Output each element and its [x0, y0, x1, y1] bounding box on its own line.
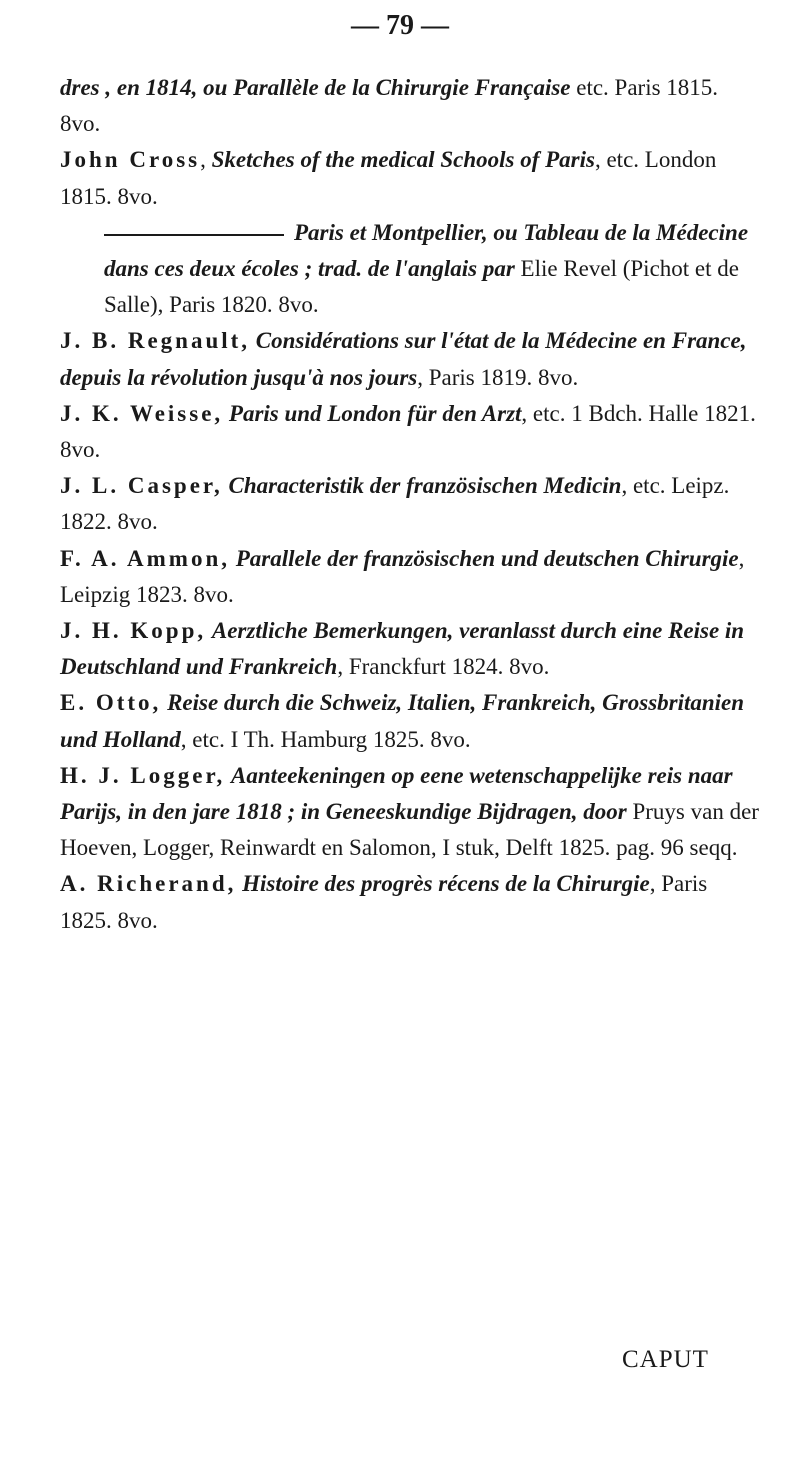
ditto-rule: [104, 234, 284, 236]
entry-details: , Paris 1825. 8vo.: [60, 871, 708, 933]
bib-entry: [60, 468, 760, 540]
entry-author: J. B. Regnault,: [60, 328, 251, 354]
bib-entry: [60, 323, 760, 395]
entry-details: , Paris 1819. 8vo.: [417, 364, 579, 390]
entry-details: , etc. I Th. Hamburg 1825. 8vo.: [180, 726, 471, 752]
entry-author: J. L. Casper,: [60, 473, 223, 499]
page-number: — 79 —: [351, 10, 449, 41]
bib-entry: [60, 613, 760, 685]
bib-entry: [60, 541, 760, 613]
entry-title: Parallele der französischen und deutschen Chirurgie: [235, 545, 739, 571]
entry-details: , Leipzig 1823. 8vo.: [60, 545, 745, 607]
entry-details: , etc. 1 Bdch. Halle 1821. 8vo.: [60, 400, 756, 463]
entry-author: E. Otto,: [60, 690, 162, 716]
entry-details: , Franckfurt 1824. 8vo.: [337, 654, 550, 680]
entry-author: John Cross: [60, 147, 201, 173]
entry-title: Reise durch die Schweiz, Italien, Frankreich, Grossbritanien und Holland: [60, 690, 745, 752]
entry-title: Paris et Montpellier, ou Tableau de la Médecine dans ces deux écoles ; trad. de l'anglais par: [104, 219, 749, 282]
entry-author: J. K. Weisse,: [60, 400, 224, 426]
entry-title: Characteristik der französischen Medicin: [228, 473, 622, 499]
catchword: CAPUT: [622, 1346, 709, 1373]
bib-entry: [60, 758, 760, 867]
entry-title: Histoire des progrès récens de la Chirurgie: [242, 871, 650, 897]
bib-entry: [60, 685, 760, 757]
bibliography-list: [60, 70, 760, 939]
entry-title: Aerztliche Bemerkungen, veranlasst durch eine Reise in Deutschland und Frankreich: [60, 618, 745, 680]
entry-author: J. H. Kopp,: [60, 618, 207, 644]
bib-entry: [60, 866, 760, 938]
bib-entry: [60, 215, 760, 324]
entry-details: Elie Revel (Pichot et de Salle), Paris 1820. 8vo.: [104, 256, 739, 318]
entry-details: etc. Paris 1815. 8vo.: [60, 75, 719, 137]
bib-entry: [60, 70, 760, 142]
bib-entry: John Cross, Sketches of the medical Schools of Paris, etc. London 1815. 8vo.: [60, 147, 717, 209]
entry-title: Considérations sur l'état de la Médecine en France, depuis la révolution jusqu'à nos jours: [60, 328, 747, 390]
entry-author: A. Richerand,: [60, 871, 237, 897]
entry-author: H. J. Logger,: [60, 762, 226, 788]
bib-entry: [60, 396, 760, 468]
entry-details: , etc. Leipz. 1822. 8vo.: [60, 473, 730, 535]
entry-details: Pruys van der Hoeven, Logger, Reinwardt en Salomon, I stuk, Delft 1825. pag. 96 seqq.: [60, 799, 759, 861]
entry-title: Paris und London für den Arzt: [228, 400, 522, 426]
entry-title: Aanteekeningen op eene wetenschappelijke reis naar Parijs, in den jare 1818 ; in Geneeskundige Bijdragen, door: [60, 762, 733, 825]
entry-title: Sketches of the medical Schools of Paris: [211, 147, 595, 173]
entry-details: , etc. London 1815. 8vo.: [60, 147, 717, 209]
entry-title: dres , en 1814, ou Parallèle de la Chirurgie Française: [60, 75, 571, 100]
entry-author: F. A. Ammon,: [60, 545, 230, 571]
